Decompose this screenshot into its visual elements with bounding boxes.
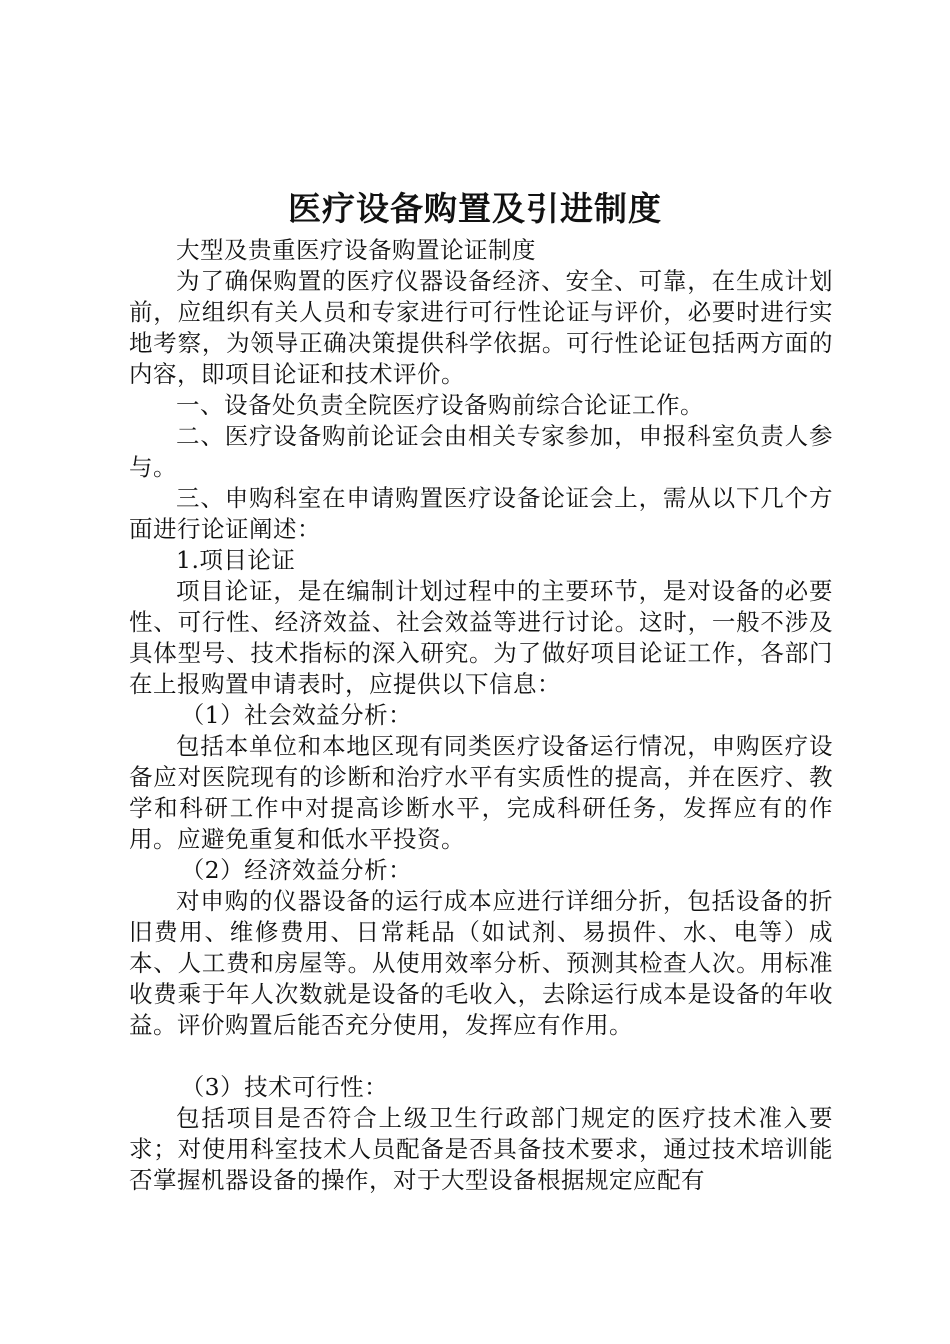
subheading-technical: （3）技术可行性： — [180, 1073, 389, 1101]
paragraph-project: 项目论证，是在编制计划过程中的主要环节，是对设备的必要性、可行性、经济效益、社会效益等进行讨论。这时，一般不涉及具体型号、技术指标的深入研究。为了做好项目论证工作，各部门在上报购置申请表时，应提供以下信息： — [129, 577, 833, 698]
section-heading-project: 1.项目论证 — [176, 546, 296, 574]
document-title: 医疗设备购置及引进制度 — [288, 189, 662, 228]
paragraph-social: 包括本单位和本地区现有同类医疗设备运行情况，申购医疗设备应对医院现有的诊断和治疗水平有实质性的提高，并在医疗、教学和科研工作中对提高诊断水平，完成科研任务，发挥应有的作用。应避免重复和低水平投资。 — [129, 732, 833, 853]
paragraph-economic: 对申购的仪器设备的运行成本应进行详细分折，包括设备的折旧费用、维修费用、日常耗品（如试剂、易损件、水、电等）成本、人工费和房屋等。从使用效率分析、预测其检查人次。用标准收费乘于年人次数就是设备的毛收入，去除运行成本是设备的年收益。评价购置后能否充分使用，发挥应有作用。 — [129, 887, 833, 1039]
paragraph-intro: 为了确保购置的医疗仪器设备经济、安全、可靠，在生成计划前，应组织有关人员和专家进行可行性论证与评价，必要时进行实地考察，为领导正确决策提供科学依据。可行性论证包括两方面的内容，即项目论证和技术评价。 — [129, 267, 833, 388]
document-body — [129, 235, 833, 1196]
paragraph-item-two: 二、医疗设备购前论证会由相关专家参加，申报科室负责人参与。 — [129, 422, 833, 481]
subheading-social: （1）社会效益分析： — [180, 701, 413, 729]
paragraph-subtitle: 大型及贵重医疗设备购置论证制度 — [176, 236, 536, 264]
subheading-economic: （2）经济效益分析： — [180, 856, 413, 884]
paragraph-technical: 包括项目是否符合上级卫生行政部门规定的医疗技术准入要求；对使用科室技术人员配备是否具备技术要求，通过技术培训能否掌握机器设备的操作，对于大型设备根据规定应配有 — [129, 1104, 833, 1194]
paragraph-item-three: 三、申购科室在申请购置医疗设备论证会上，需从以下几个方面进行论证阐述： — [129, 484, 833, 543]
paragraph-item-one: 一、设备处负责全院医疗设备购前综合论证工作。 — [176, 391, 704, 419]
